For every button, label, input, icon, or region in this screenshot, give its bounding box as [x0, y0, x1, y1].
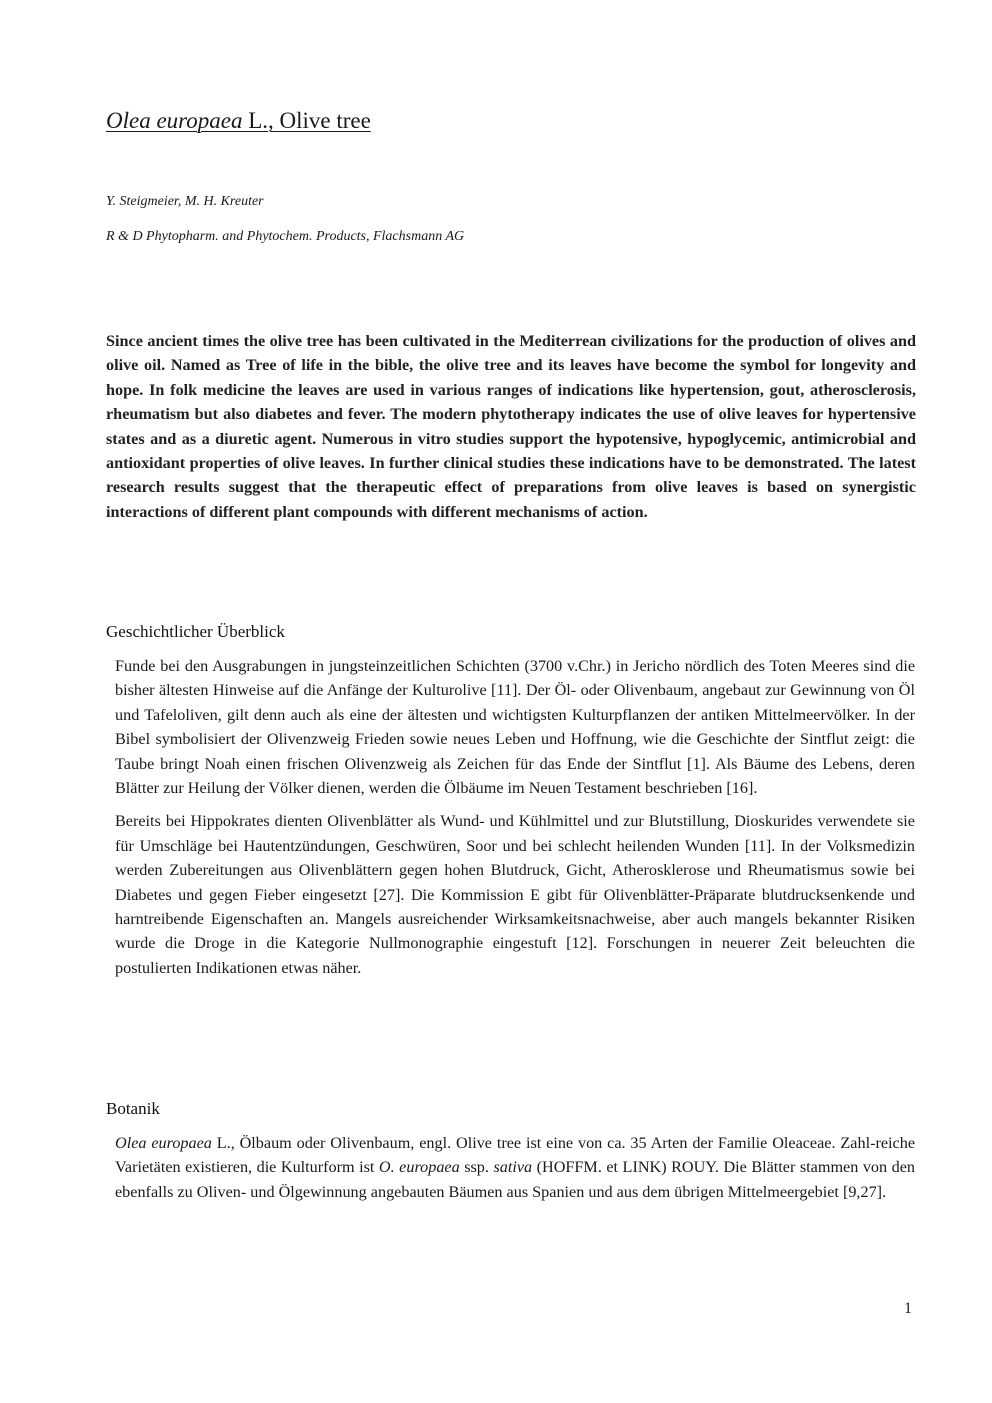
title-latin-name: Olea europaea [106, 108, 243, 133]
section-heading-history: Geschichtlicher Überblick [106, 622, 285, 641]
section-history [115, 654, 915, 989]
authors: Y. Steigmeier, M. H. Kreuter [106, 194, 264, 209]
botany-text-2: ssp. [459, 1158, 494, 1177]
botany-text-3: (HOFFM. et LINK) ROUY. Die Blätter stammen von den ebenfalls zu Oliven- und Ölgewinnung angebauten Bäumen aus Spanien und aus dem übrigen Mittelmeergebiet [9,27]. [115, 1158, 915, 1201]
title-rest: L., Olive tree [242, 108, 371, 133]
history-paragraph-2: Bereits bei Hippokrates dienten Olivenblätter als Wund- und Kühlmittel und zur Blutstillung, Dioskurides verwendete sie für Umschläge bei Hautentzündungen, Geschwüren, Soor und bei schlecht heilenden Wunden [11]. In der Volksmedizin werden Zubereitungen aus Olivenblättern gegen hohen Blutdruck, Gicht, Atherosklerose und Rheumatismus sowie bei Diabetes und gegen Fieber eingesetzt [27]. Die Kommission E gibt für Olivenblätter-Präparate blutdrucksenkende und harntreibende Eigenschaften an. Mangels ausreichender Wirksamkeitsnachweise, aber auch mangels bekannter Risiken wurde die Droge in die Kategorie Nullmonographie eingestuft [12]. Forschungen in neuerer Zeit beleuchten die postulierten Indikationen etwas näher. [115, 812, 915, 977]
page-number: 1 [904, 1300, 912, 1317]
species-abbrev: O. europaea [378, 1158, 460, 1177]
page-title [106, 108, 371, 134]
botany-text-1: L., Ölbaum oder Olivenbaum, engl. Olive tree ist eine von ca. 35 Arten der Familie Oleaceae. Zahl-reiche Varietäten existieren, die Kulturform ist [115, 1134, 915, 1177]
species-name: Olea europaea [115, 1134, 212, 1152]
subspecies-name: sativa [493, 1158, 533, 1177]
abstract: Since ancient times the olive tree has been cultivated in the Mediterrean civilizations for the production of olives and olive oil. Named as Tree of life in the bible, the olive tree and its leaves have become the symbol for longevity and hope. In folk medicine the leaves are used in various ranges of indications like hypertension, gout, atherosclerosis, rheumatism but also diabetes and fever. The modern phytotherapy indicates the use of olive leaves for hypertensive states and as a diuretic agent. Numerous in vitro studies support the hypotensive, hypoglycemic, antimicrobial and antioxidant properties of olive leaves. In further clinical studies these indications have to be demonstrated. The latest research results suggest that the therapeutic effect of preparations from olive leaves is based on synergistic interactions of different plant compounds with different mechanisms of action. [106, 332, 916, 521]
section-heading-botany: Botanik [106, 1099, 160, 1118]
botany-paragraph [115, 1131, 915, 1204]
affiliation: R & D Phytopharm. and Phytochem. Products, Flachsmann AG [106, 229, 465, 244]
section-botany [115, 1131, 915, 1213]
history-paragraph-1: Funde bei den Ausgrabungen in jungsteinzeitlichen Schichten (3700 v.Chr.) in Jericho nördlich des Toten Meeres sind die bisher ältesten Hinweise auf die Anfänge der Kulturolive [11]. Der Öl- oder Olivenbaum, angebaut zur Gewinnung von Öl und Tafeloliven, gilt denn auch als eine der ältesten und wichtigsten Kulturpflanzen der antiken Mittelmeervölker. In der Bibel symbolisiert der Olivenzweig Frieden sowie neues Leben und Hoffnung, wie die Geschichte der Sintflut zeigt: die Taube bringt Noah einen frischen Olivenzweig als Zeichen für das Ende der Sintflut [1]. Als Bäume des Lebens, deren Blätter zur Heilung der Völker dienen, werden die Ölbäume im Neuen Testament beschrieben [16]. [115, 657, 915, 798]
